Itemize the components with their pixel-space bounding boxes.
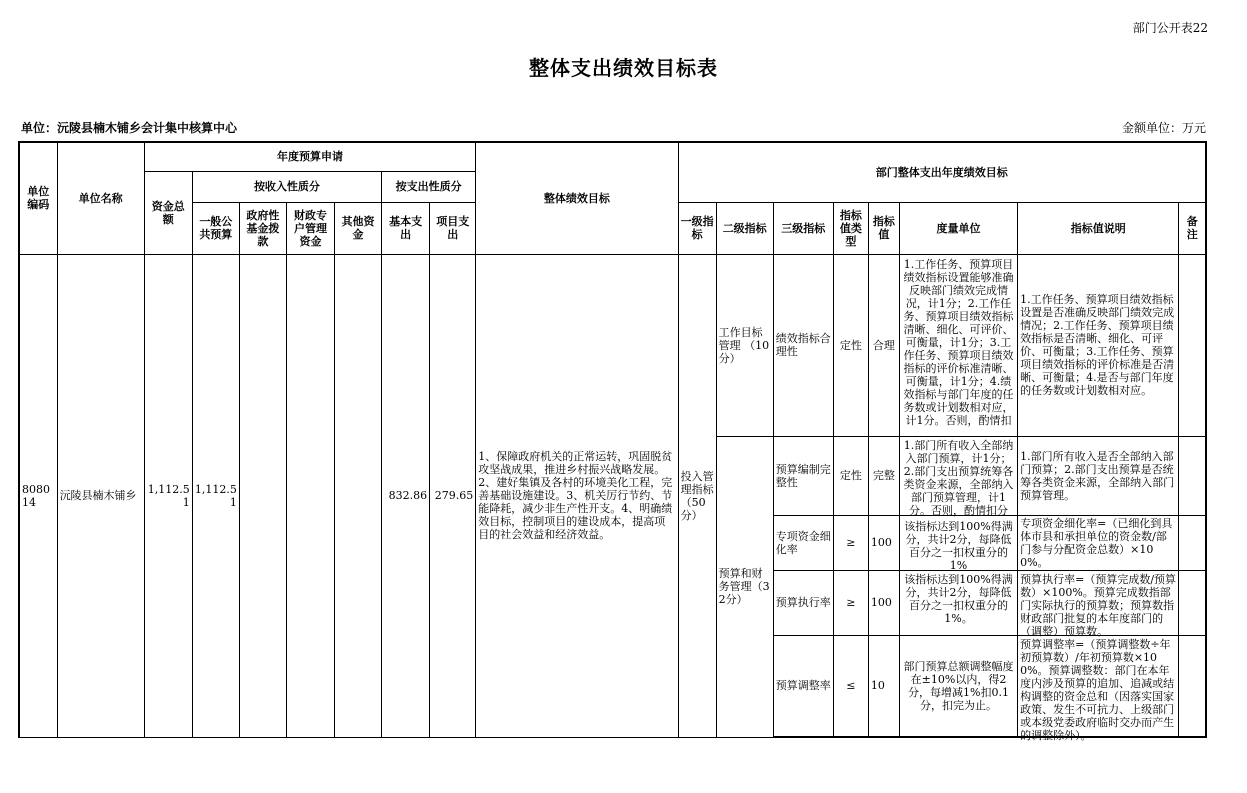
header-unit-code: 单位编码: [19, 142, 57, 254]
overall-goal-cell: 1、保障政府机关的正常运转，巩固脱贫攻坚战成果，推进乡村振兴战略发展。2、建好集镇及各村的环境美化工程，完善基础设施建设。3、机关厉行节约、节能降耗，减少非生产性开支。4、明确绩效目标，控制项目的建设成本，提高项目的社会效益和经济效益。: [476, 254, 678, 737]
value-cell: 100: [868, 515, 899, 570]
measure-cell: [899, 254, 1017, 436]
other-cell: [335, 254, 382, 737]
measure-text: 1.工作任务、预算项目绩效指标设置能够准确反映部门绩效完成情况，计1分；2.工作任务、预算项目绩效指标清晰、细化、可评价、可衡量，计1分；3.工作任务、预算项目绩效指标的评价标准清晰、可衡量，计1分；4.绩效指标与部门年度的任务数或计划数相对应，计1分。否则，酌情扣: [903, 258, 1014, 427]
remark-cell: [1179, 635, 1206, 737]
level3-cell: 预算编制完整性: [773, 436, 833, 515]
header-annual-budget: 年度预算申请: [144, 142, 476, 171]
desc-text: 预算执行率=（预算完成数/预算数）×100%。预算完成数指部门实际执行的预算数；预算数指财政部门批复的本年度部门的（调整）预算数。: [1020, 573, 1177, 638]
level3-cell: 绩效指标合理性: [773, 254, 833, 436]
level3-cell: 预算执行率: [773, 570, 833, 635]
measure-text: 1.部门所有收入全部纳入部门预算，计1分；2.部门支出预算统筹各类资金来源，全部纳入部门预算管理，计1分。否则，酌情扣分: [903, 439, 1014, 517]
measure-cell: [899, 436, 1017, 515]
page-title: 整体支出绩效目标表: [529, 56, 718, 80]
measure-cell: 部门预算总额调整幅度在±10%以内，得2分，每增减1%扣0.1分，扣完为止。: [899, 635, 1017, 737]
desc-cell: 1.部门所有收入是否全部纳入部门预算；2.部门支出预算是否统筹各类资金来源，全部纳入部门预算管理。: [1018, 436, 1179, 515]
basic-cell: 832.86: [382, 254, 430, 737]
level2-cell: 预算和财务管理（32分）: [716, 436, 773, 737]
unit-label: 单位：沅陵县楠木铺乡会计集中核算中心: [21, 121, 238, 135]
value-type-cell: ≥: [833, 570, 868, 635]
desc-cell: [1018, 570, 1179, 638]
header-unit-name: 单位名称: [57, 142, 144, 254]
measure-cell: [899, 570, 1017, 635]
header-desc: 指标值说明: [1018, 202, 1179, 254]
header-gov-fund: 政府性基金拨款: [239, 202, 286, 254]
gov-fund-cell: [239, 254, 286, 737]
desc-cell: 1.工作任务、预算项目绩效指标设置是否准确反映部门绩效完成情况；2.工作任务、预算项目绩效指标是否清晰、细化、可评价、可衡量；3.工作任务、预算项目绩效指标的评价标准是否清晰、可衡量；4.是否与部门年度的任务数或计划数相对应。: [1018, 254, 1179, 436]
header-special: 财政专户管理资金: [286, 202, 334, 254]
header-level1: 一级指标: [678, 202, 716, 254]
desc-text: 预算调整率=（预算调整数÷年初预算数）/年初预算数×100%。预算调整数：部门在本年度内涉及预算的追加、追减或结构调整的资金总和（因落实国家政策、发生不可抗力、上级部门或本级党委政府临时交办而产生的调整除外）。: [1020, 637, 1175, 742]
header-total: 资金总额: [144, 171, 192, 254]
level1-cell: 投入管理指标（50分）: [678, 254, 716, 737]
measure-cell: [899, 515, 1017, 570]
value-cell: 合理: [868, 254, 899, 436]
value-cell: 100: [868, 570, 899, 635]
measure-text: 该指标达到100%得满分，共计2分，每降低百分之一扣权重分的1%: [904, 519, 1013, 572]
unit-name-cell: 沅陵县楠木铺乡: [57, 254, 144, 737]
header-other: 其他资金: [335, 202, 382, 254]
value-type-cell: ≤: [833, 635, 868, 737]
remark-cell: [1179, 515, 1206, 570]
header-dept-goal: 部门整体支出年度绩效目标: [678, 142, 1206, 202]
measure-text: 该指标达到100%得满分，共计2分，每降低百分之一扣权重分的1%。: [904, 573, 1013, 625]
unit-code-cell: 808014: [19, 254, 57, 737]
project-cell: 279.65: [430, 254, 476, 737]
table-row: [19, 254, 1206, 436]
header-project: 项目支出: [430, 202, 476, 254]
general-cell: 1,112.51: [192, 254, 239, 737]
header-measure: 度量单位: [899, 202, 1017, 254]
value-type-cell: 定性: [833, 254, 868, 436]
total-cell: 1,112.51: [144, 254, 192, 737]
header-basic: 基本支出: [382, 202, 430, 254]
remark-cell: [1179, 570, 1206, 635]
header-level2: 二级指标: [716, 202, 773, 254]
header-level3: 三级指标: [773, 202, 833, 254]
level2-cell: 工作目标管理 （10分）: [716, 254, 773, 436]
form-number: 部门公开表22: [1132, 21, 1208, 35]
level3-cell: 专项资金细化率: [773, 515, 833, 570]
header-value-type: 指标值类型: [833, 202, 868, 254]
header-by-income: 按收入性质分: [192, 171, 381, 202]
value-type-cell: ≥: [833, 515, 868, 570]
money-unit-label: 金额单位：万元: [1121, 121, 1206, 135]
header-general: 一般公共预算: [192, 202, 239, 254]
value-cell: 完整: [868, 436, 899, 515]
header-value: 指标值: [868, 202, 899, 254]
remark-cell: [1179, 254, 1206, 436]
special-cell: [286, 254, 334, 737]
value-cell: 10: [868, 635, 899, 737]
desc-cell: [1018, 635, 1179, 742]
header-remark: 备注: [1179, 202, 1206, 254]
level3-cell: 预算调整率: [773, 635, 833, 737]
value-type-cell: 定性: [833, 436, 868, 515]
header-by-expense: 按支出性质分: [382, 171, 476, 202]
header-overall-goal: 整体绩效目标: [476, 142, 678, 254]
performance-table: [18, 141, 1207, 742]
desc-cell: 专项资金细化率=（已细化到具体市县和承担单位的资金数/部门参与分配资金总数）×100%。: [1018, 515, 1179, 570]
remark-cell: [1179, 436, 1206, 515]
